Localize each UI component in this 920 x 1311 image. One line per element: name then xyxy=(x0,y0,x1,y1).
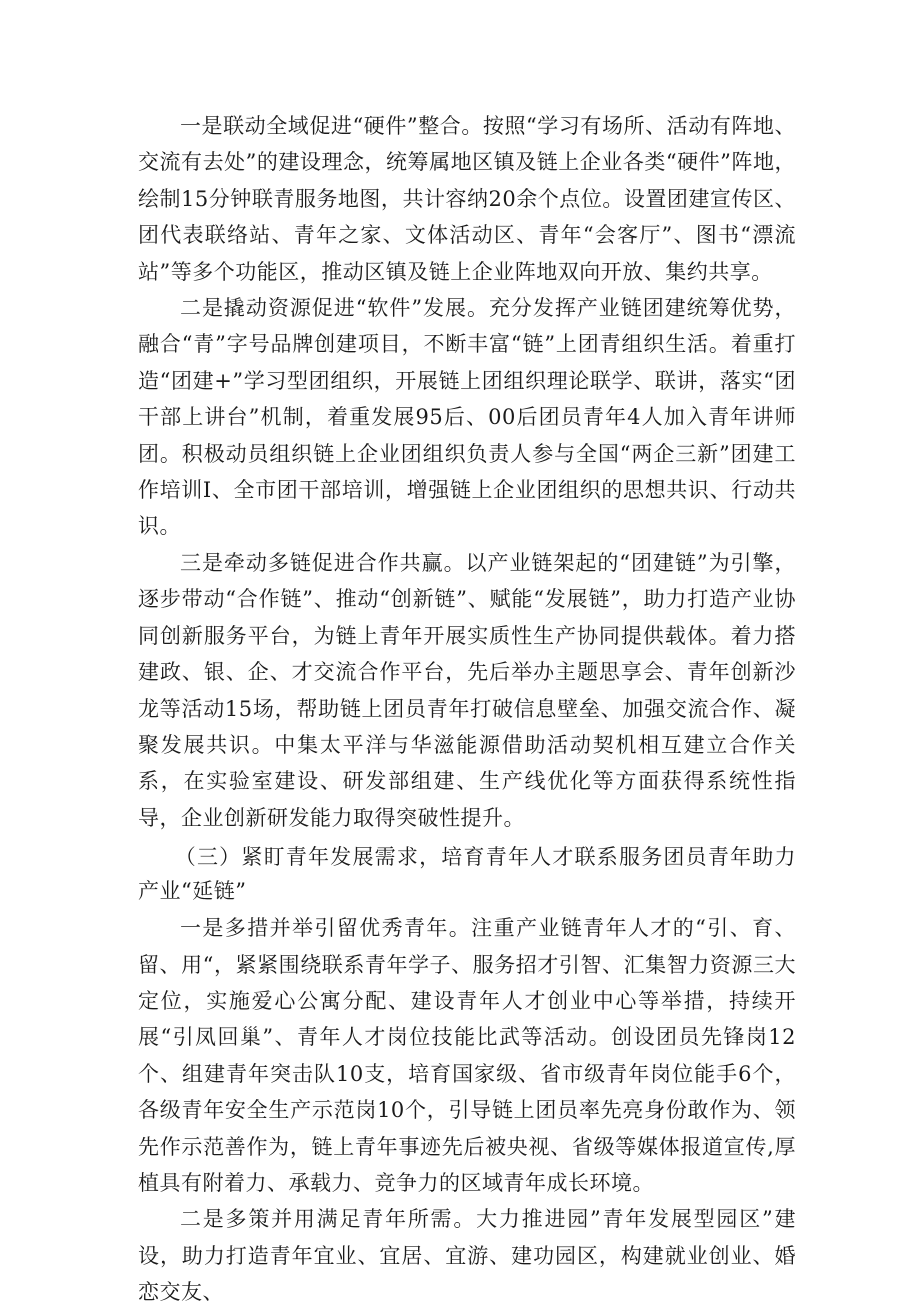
paragraph-youth-needs: 二是多策并用满足青年所需。大力推进园”青年发展型园区”建设，助力打造青年宜业、宜居、宜游、建功园区，构建就业创业、婚恋交友、 xyxy=(138,1207,796,1305)
paragraph-software-development: 二是撬动资源促进“软件”发展。充分发挥产业链团建统筹优势，融合“青”字号品牌创建项目，不断丰富“链”上团青组织生活。着重打造“团建+”学习型团组织，开展链上团组织理论联学、联讲，落实“团干部上讲台”机制，着重发展95后、00后团员青年4人加入青年讲师团。积极动员组织链上企业团组织负责人参与全国“两企三新”团建工作培训I、全市团干部培训，增强链上企业团组织的思想共识、行动共识。 xyxy=(138,296,796,539)
paragraph-multi-chain-cooperation: 三是牵动多链促进合作共赢。以产业链架起的“团建链”为引擎，逐步带动“合作链”、推动“创新链”、赋能“发展链”，助力打造产业协同创新服务平台，为链上青年开展实质性生产协同提供载体。着力搭建政、银、企、才交流合作平台，先后举办主题思享会、青年创新沙龙等活动15场，帮助链上团员青年打破信息壁垒、加强交流合作、凝聚发展共识。中集太平洋与华滋能源借助活动契机相互建立合作关系，在实验室建设、研发部组建、生产线优化等方面获得系统性指导，企业创新研发能力取得突破性提升。 xyxy=(138,550,796,830)
paragraph-attract-youth: 一是多措并举引留优秀青年。注重产业链青年人才的“引、育、留、用“，紧紧围绕联系青年学子、服务招才引智、汇集智力资源三大定位，实施爱心公寓分配、建设青年人才创业中心等举措，持续开展“引凤回巢”、青年人才岗位技能比武等活动。创设团员先锋岗12个、组建青年突击队10支，培育国家级、省市级青年岗位能手6个，各级青年安全生产示范岗10个，引导链上团员率先亮身份敢作为、领先作示范善作为，链上青年事迹先后被央视、省级等媒体报道宣传,厚植具有附着力、承载力、竞争力的区域青年成长环境。 xyxy=(138,916,796,1195)
paragraph-hardware-integration: 一是联动全域促进“硬件”整合。按照“学习有场所、活动有阵地、交流有去处”的建设理念，统筹属地区镇及链上企业各类“硬件”阵地，绘制15分钟联青服务地图，共计容纳20余个点位。设置团建宣传区、团代表联络站、青年之家、文体活动区、青年“会客厅”、图书“漂流站”等多个功能区，推动区镇及链上企业阵地双向开放、集约共享。 xyxy=(138,114,796,284)
document-body xyxy=(138,108,796,1311)
section-heading-three: （三）紧盯青年发展需求，培育青年人才联系服务团员青年助力产业“延链” xyxy=(138,845,796,904)
